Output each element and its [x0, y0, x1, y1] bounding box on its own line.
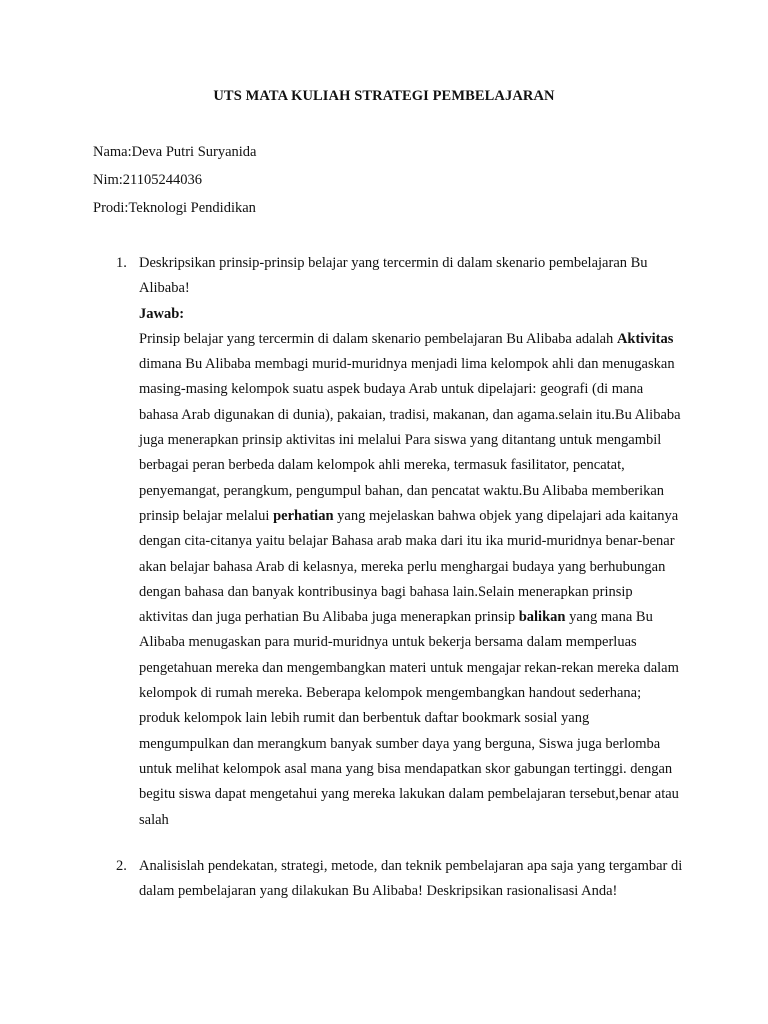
question-number: 1.: [116, 255, 127, 271]
question-1: [93, 251, 683, 833]
keyword-perhatian: perhatian: [273, 507, 334, 524]
question-text: Deskripsikan prinsip-prinsip belajar yang tercermin di dalam skenario pembelajaran Bu Alibaba!: [139, 255, 648, 297]
question-2: [93, 854, 683, 905]
keyword-aktivitas: Aktivitas: [616, 330, 674, 347]
answer-text: Prinsip belajar yang tercermin di dalam skenario pembelajaran Bu Alibaba adalah Aktivitas dimana Bu Alibaba membagi murid-muridnya menjadi lima kelompok ahli dan menugaskan masing-masing kelompok suatu aspek budaya Arab untuk dipelajari: geografi (di mana bahasa Arab digunakan di dunia), pakaian, tradisi, makanan, dan agama.selain itu.Bu Alibaba juga menerapkan prinsip aktivitas ini melalui Para siswa yang ditantang untuk mengambil berbagai peran berbeda dalam kelompok ahli mereka, termasuk fasilitator, pencatat, penyemangat, perangkum, pengumpul bahan, dan pencatat waktu.Bu Alibaba memberikan prinsip belajar melalui perhatian yang mejelaskan bahwa objek yang dipelajari ada kaitanya dengan cita-citanya yaitu belajar Bahasa arab maka dari itu ika murid-muridnya benar-benar akan belajar bahasa Arab di kelasnya, mereka perlu menghargai budaya yang berhubungan dengan bahasa dan banyak kontribusinya bagi bahasa lain.Selain menerapkan prinsip aktivitas dan juga perhatian Bu Alibaba juga menerapkan prinsip balikan yang mana Bu Alibaba menugaskan para murid-muridnya untuk bekerja bersama dalam memperluas pengetahuan mereka dan mengembangkan materi untuk mengajar rekan-rekan mereka dalam kelompok di rumah mereka. Beberapa kelompok mengembangkan handout sederhana; produk kelompok lain lebih rumit dan berbentuk daftar bookmark sosial yang mengumpulkan dan merangkum banyak sumber daya yang berguna, Siswa juga berlomba untuk melihat kelompok asal mana yang bisa mendapatkan skor gabungan tertinggi. dengan begitu siswa dapat mengetahui yang mereka lakukan dalam pembelajaran tersebut,benar atau salah: [139, 330, 681, 828]
question-number: 2.: [116, 858, 127, 874]
student-nim: Nim:21105244036: [93, 172, 203, 188]
document-title: UTS MATA KULIAH STRATEGI PEMBELAJARAN: [213, 88, 555, 104]
answer-label: Jawab:: [139, 305, 185, 322]
keyword-balikan: balikan: [518, 609, 566, 626]
student-prodi: Prodi:Teknologi Pendidikan: [93, 200, 256, 216]
student-name: Nama:Deva Putri Suryanida: [93, 144, 257, 160]
question-text: Analisislah pendekatan, strategi, metode, dan teknik pembelajaran apa saja yang tergambar di dalam pembelajaran yang dilakukan Bu Alibaba! Deskripsikan rasionalisasi Anda!: [139, 858, 683, 900]
